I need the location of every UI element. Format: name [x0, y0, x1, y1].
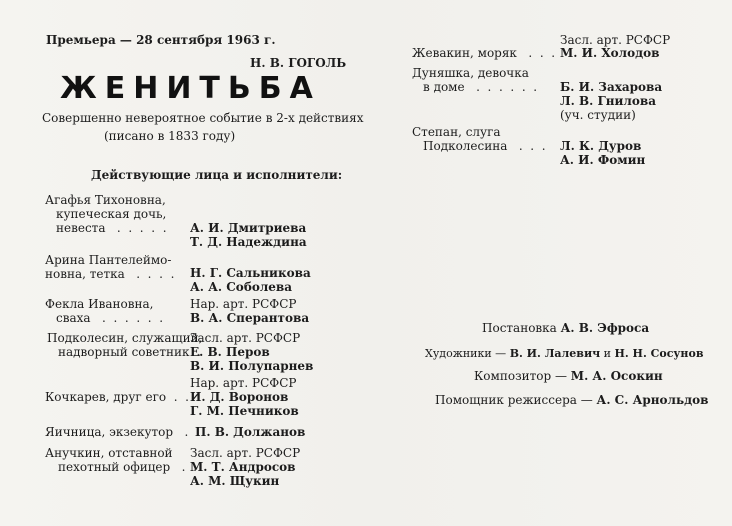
credit-label: Помощник режиссера — [435, 393, 597, 407]
actor-name: И. Д. Воронов [190, 390, 289, 404]
credit-name: Н. Н. Сосунов [614, 347, 704, 360]
role-line: Степан, слуга [412, 125, 501, 139]
actor-title: Засл. арт. РСФСР [560, 33, 671, 47]
actor-title: Засл. арт. РСФСР [190, 331, 301, 345]
credit-director [482, 321, 649, 336]
actor-name: Е. В. Перов [190, 345, 270, 359]
actor-title: Нар. арт. РСФСР [190, 376, 297, 390]
role-line: в доме . . . . . . [423, 80, 538, 94]
cast-heading: Действующие лица и исполнители: [91, 168, 343, 182]
play-title: ЖЕНИТЬБА [60, 71, 321, 106]
role-line: сваха . . . . . . [56, 311, 164, 325]
role-line: Фекла Ивановна, [45, 297, 154, 311]
actor-name: А. И. Фомин [560, 153, 646, 167]
actor-name: Б. И. Захарова [560, 80, 663, 94]
role-line: Кочкарев, друг его . . [45, 390, 189, 404]
credit-name: А. С. Арнольдов [596, 393, 709, 407]
actor-name: Л. К. Дуров [560, 139, 642, 153]
role-line: Агафья Тихоновна, [45, 193, 166, 207]
role-line: Подколесин, служащий, [47, 331, 203, 345]
actor-name: А. И. Дмитриева [190, 221, 307, 235]
role-line: купеческая дочь, [56, 207, 167, 221]
credit-name: А. В. Эфроса [560, 321, 650, 335]
role-line: Дуняшка, девочка [412, 66, 529, 80]
role-line: Яичница, экзекутор . . [45, 425, 200, 439]
credit-conjunction: и [600, 347, 615, 360]
actor-name: В. И. Полупарнев [190, 359, 314, 373]
role-line: Анучкин, отставной [45, 446, 173, 460]
credit-label: Художники — [425, 347, 510, 360]
role-line: новна, тетка . . . . [45, 267, 175, 281]
credit-assistant-director [435, 393, 708, 408]
actor-name: М. И. Холодов [560, 46, 660, 60]
actor-name: А. А. Соболева [190, 280, 293, 294]
actor-name: М. Т. Андросов [190, 460, 296, 474]
subtitle-year: (писано в 1833 году) [104, 129, 236, 143]
role-line: надворный советник . [58, 345, 201, 359]
role-line: Арина Пантелеймо- [45, 253, 172, 267]
actor-title: (уч. студии) [560, 108, 636, 122]
credit-name: М. А. Осокин [570, 369, 663, 383]
subtitle: Совершенно невероятное событие в 2-х действиях [42, 111, 364, 125]
role-line: пехотный офицер . . [58, 460, 197, 474]
actor-name: А. М. Щукин [190, 474, 280, 488]
credit-composer [474, 369, 663, 384]
role-line: Жевакин, моряк . . . [412, 46, 556, 60]
actor-name: Т. Д. Надеждина [190, 235, 307, 249]
author-name: Н. В. ГОГОЛЬ [250, 56, 347, 70]
actor-name: Г. М. Печников [190, 404, 299, 418]
actor-title: Засл. арт. РСФСР [190, 446, 301, 460]
credit-name: В. И. Лалевич [509, 347, 601, 360]
credit-label: Композитор — [474, 369, 571, 383]
premiere-date: Премьера — 28 сентября 1963 г. [46, 33, 276, 47]
role-line: невеста . . . . . [56, 221, 167, 235]
actor-name: В. А. Сперантова [190, 311, 310, 325]
actor-title: Нар. арт. РСФСР [190, 297, 297, 311]
credit-label: Постановка [482, 321, 561, 335]
role-line: Подколесина . . . [423, 139, 546, 153]
credit-artists [425, 347, 703, 361]
actor-name: П. В. Должанов [195, 425, 306, 439]
actor-name: Л. В. Гнилова [560, 94, 657, 108]
actor-name: Н. Г. Сальникова [190, 266, 311, 280]
